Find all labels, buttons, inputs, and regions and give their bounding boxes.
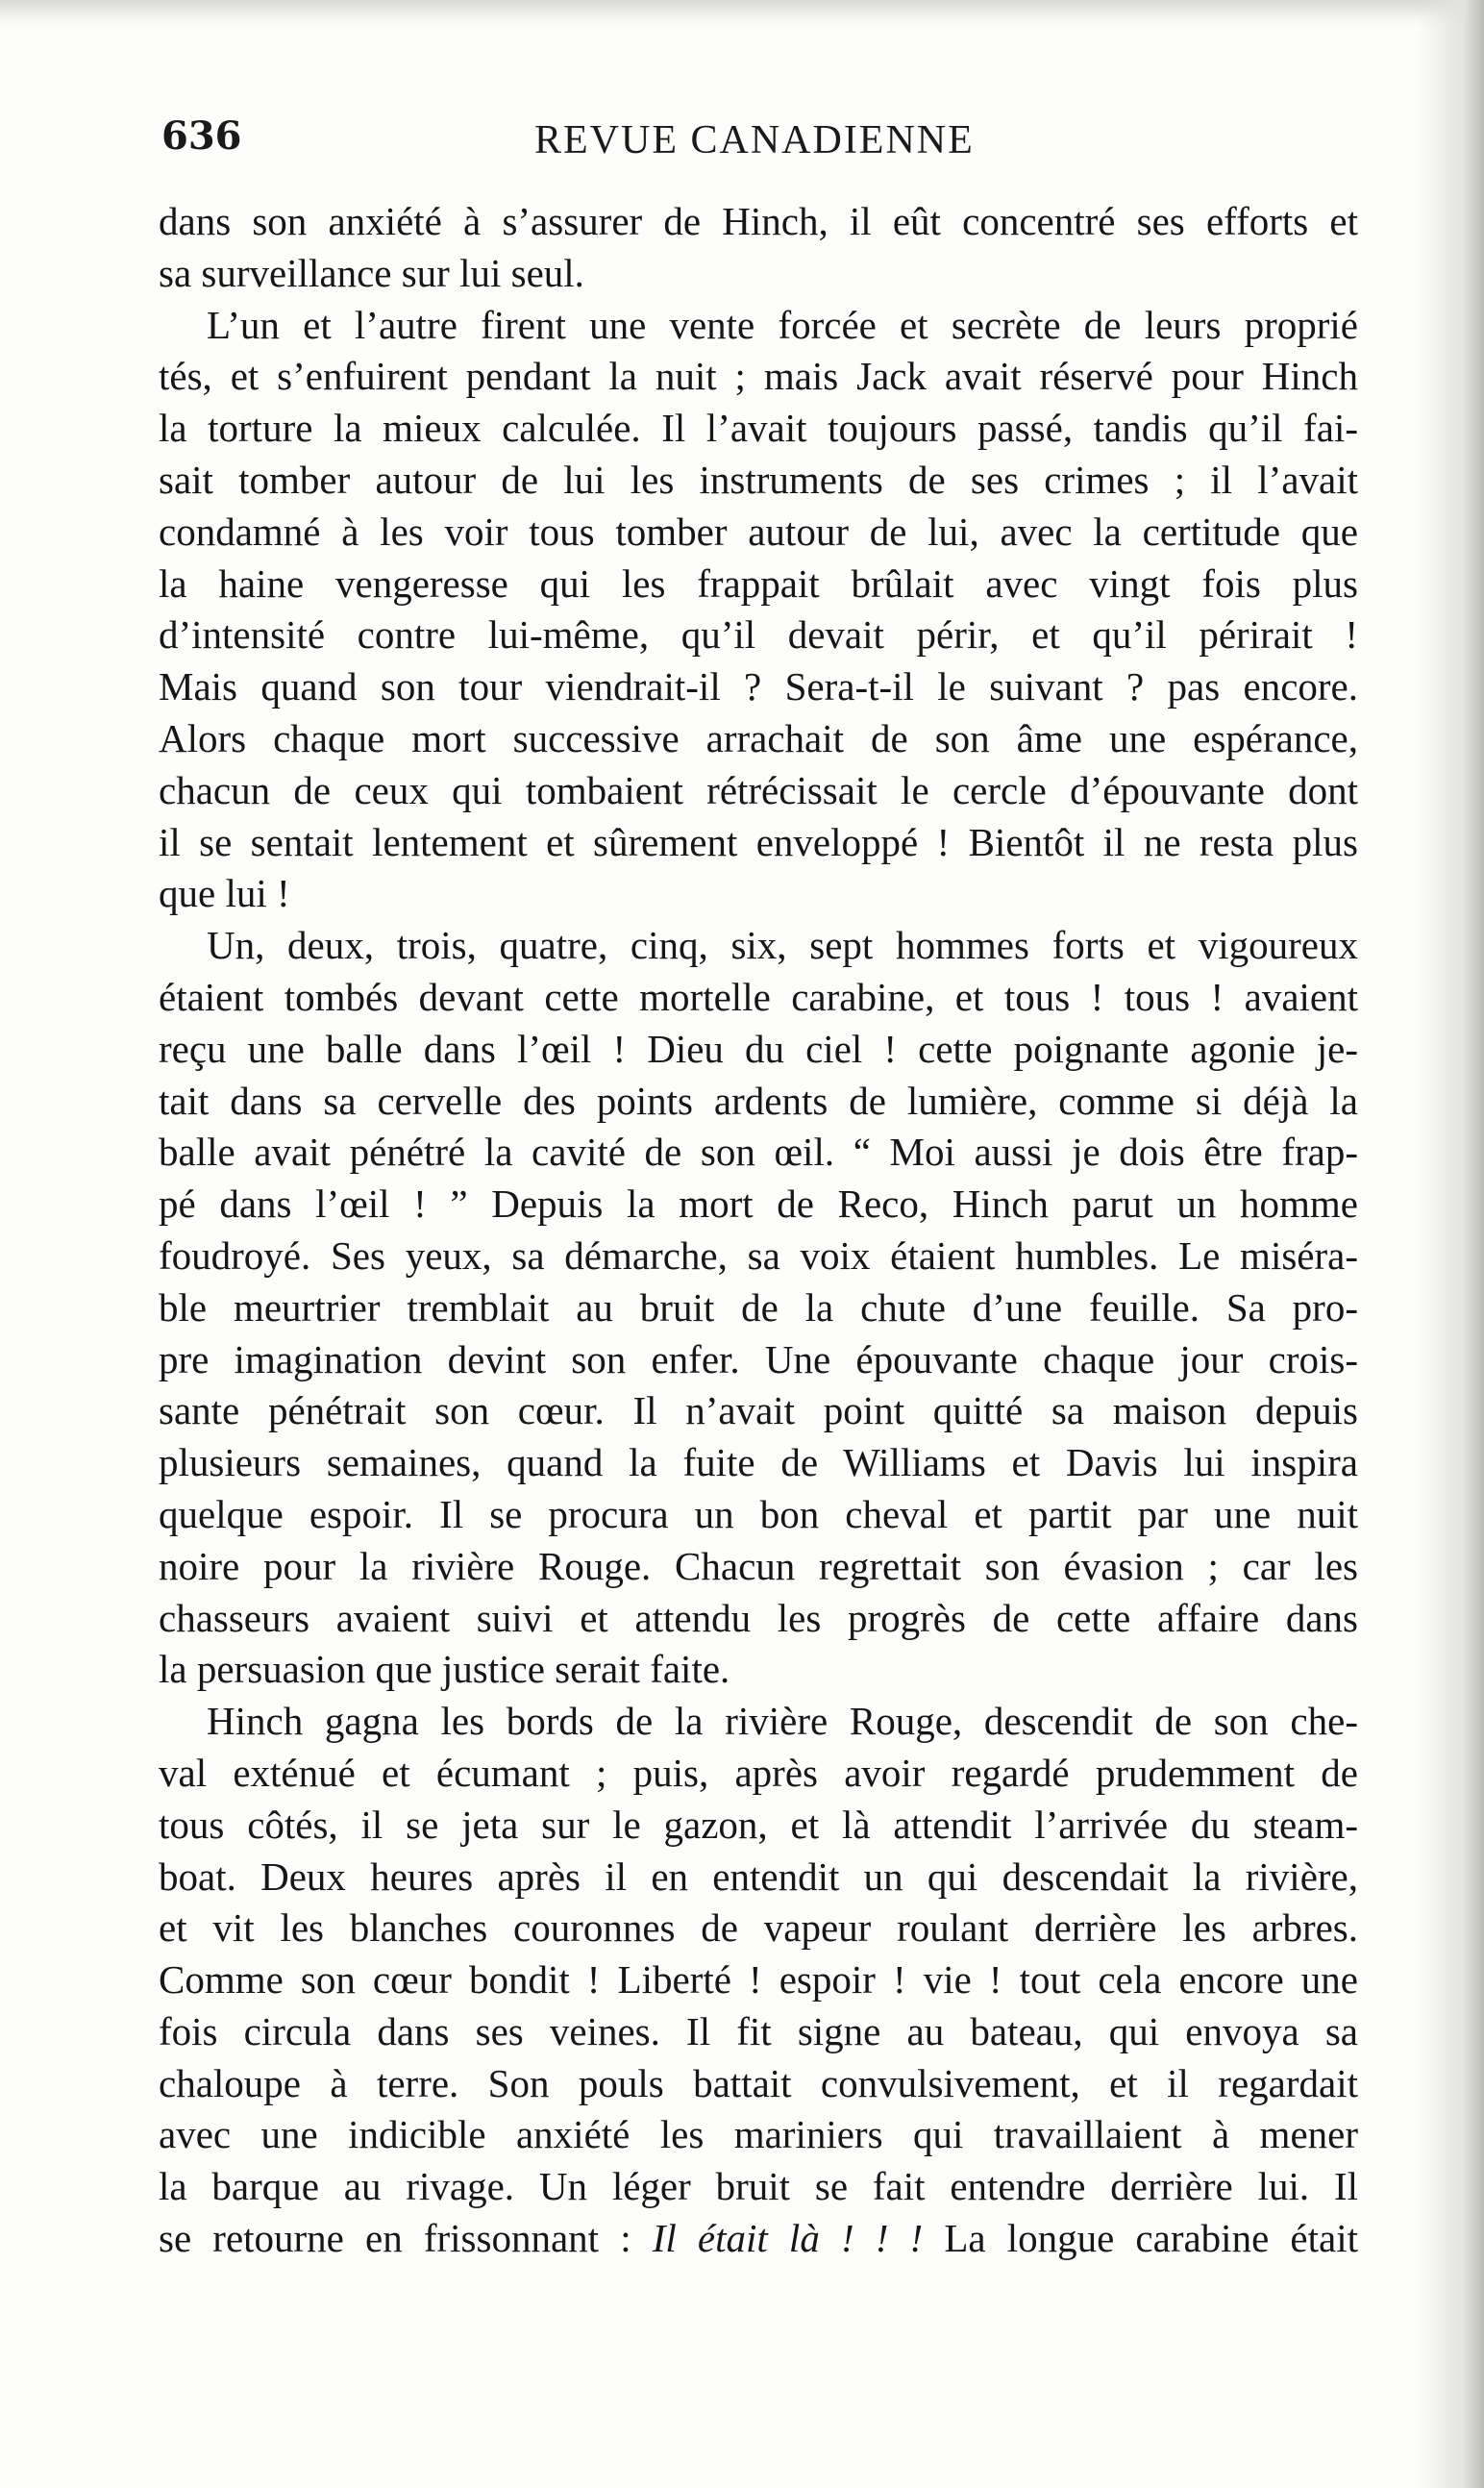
text-run: se retourne en frissonnant :: [159, 2216, 653, 2261]
italic-text-run: Il était là ! ! !: [652, 2216, 924, 2261]
body-text: [159, 196, 1358, 2265]
text-run: La longue carabine était: [923, 2216, 1358, 2261]
text-line: tés, et s’enfuirent pendant la nuit ; mais Jack avait réservé pour Hinch: [159, 354, 1358, 399]
text-line: sante pénétrait son cœur. Il n’avait point quitté sa maison depuis: [159, 1388, 1358, 1433]
text-line: ble meurtrier tremblait au bruit de la chute d’une feuille. Sa pro-: [159, 1284, 1358, 1330]
text-line: tait dans sa cervelle des points ardents de lumière, comme si déjà la: [159, 1078, 1358, 1123]
scan-edge-right: [1417, 0, 1484, 2488]
scan-edge-top: [0, 0, 1484, 27]
text-line: val exténué et écumant ; puis, après avoir regardé prudemment de: [159, 1750, 1358, 1795]
text-line: sait tomber autour de lui les instruments de ses crimes ; il l’avait: [159, 457, 1358, 502]
text-line-final: [159, 2213, 1358, 2265]
text-line: la haine vengeresse qui les frappait brûlait avec vingt fois plus: [159, 560, 1358, 606]
text-line: L’un et l’autre firent une vente forcée et secrète de leurs proprié: [207, 302, 1358, 347]
text-line: chacun de ceux qui tombaient rétrécissait le cercle d’épouvante dont: [159, 767, 1358, 812]
text-line: boat. Deux heures après il en entendit un qui descendait la rivière,: [159, 1854, 1358, 1899]
text-line: pre imagination devint son enfer. Une épouvante chaque jour crois-: [159, 1336, 1358, 1381]
page-number: 636: [161, 113, 242, 159]
text-line: la persuasion que justice serait faite.: [159, 1647, 730, 1692]
text-line: la torture la mieux calculée. Il l’avait toujours passé, tandis qu’il fai-: [159, 406, 1358, 451]
text-line: pé dans l’œil ! ” Depuis la mort de Reco, Hinch parut un homme: [159, 1182, 1358, 1227]
text-line: Hinch gagna les bords de la rivière Rouge, descendit de son che-: [207, 1699, 1358, 1744]
text-line: d’intensité contre lui-même, qu’il devait périr, et qu’il périrait !: [159, 612, 1358, 658]
text-line: Mais quand son tour viendrait-il ? Sera-t-il le suivant ? pas encore.: [159, 664, 1358, 709]
text-line: tous côtés, il se jeta sur le gazon, et là attendit l’arrivée du steam-: [159, 1802, 1358, 1847]
text-line: balle avait pénétré la cavité de son œil. “ Moi aussi je dois être frap-: [159, 1130, 1358, 1175]
text-line: que lui !: [159, 871, 290, 916]
text-line: quelque espoir. Il se procura un bon cheval et partit par une nuit: [159, 1491, 1358, 1536]
text-line: fois circula dans ses veines. Il fit signe au bateau, qui envoya sa: [159, 2008, 1358, 2053]
text-line: chasseurs avaient suivi et attendu les progrès de cette affaire dans: [159, 1595, 1358, 1640]
text-line: plusieurs semaines, quand la fuite de Williams et Davis lui inspira: [159, 1440, 1358, 1485]
text-line: Alors chaque mort successive arrachait de son âme une espérance,: [159, 715, 1358, 760]
text-line: foudroyé. Ses yeux, sa démarche, sa voix étaient humbles. Le miséra-: [159, 1232, 1358, 1278]
text-line: noire pour la rivière Rouge. Chacun regrettait son évasion ; car les: [159, 1543, 1358, 1588]
text-line: Comme son cœur bondit ! Liberté ! espoir ! vie ! tout cela encore une: [159, 1957, 1358, 2003]
text-line: et vit les blanches couronnes de vapeur roulant derrière les arbres.: [159, 1905, 1358, 1951]
text-line: Un, deux, trois, quatre, cinq, six, sept hommes forts et vigoureux: [207, 923, 1358, 968]
text-line: il se sentait lentement et sûrement enveloppé ! Bientôt il ne resta plus: [159, 819, 1358, 864]
text-line: avec une indicible anxiété les mariniers qui travaillaient à mener: [159, 2112, 1358, 2157]
text-line: étaient tombés devant cette mortelle carabine, et tous ! tous ! avaient: [159, 974, 1358, 1019]
text-line: sa surveillance sur lui seul.: [159, 250, 584, 295]
text-line: condamné à les voir tous tomber autour de lui, avec la certitude que: [159, 509, 1358, 554]
text-line: dans son anxiété à s’assurer de Hinch, il eût concentré ses efforts et: [159, 199, 1358, 243]
text-line: chaloupe à terre. Son pouls battait convulsivement, et il regardait: [159, 2060, 1358, 2105]
running-head: REVUE CANADIENNE: [534, 118, 975, 162]
text-line: reçu une balle dans l’œil ! Dieu du ciel ! cette poignante agonie je-: [159, 1026, 1358, 1071]
text-line: la barque au rivage. Un léger bruit se fait entendre derrière lui. Il: [159, 2164, 1358, 2209]
